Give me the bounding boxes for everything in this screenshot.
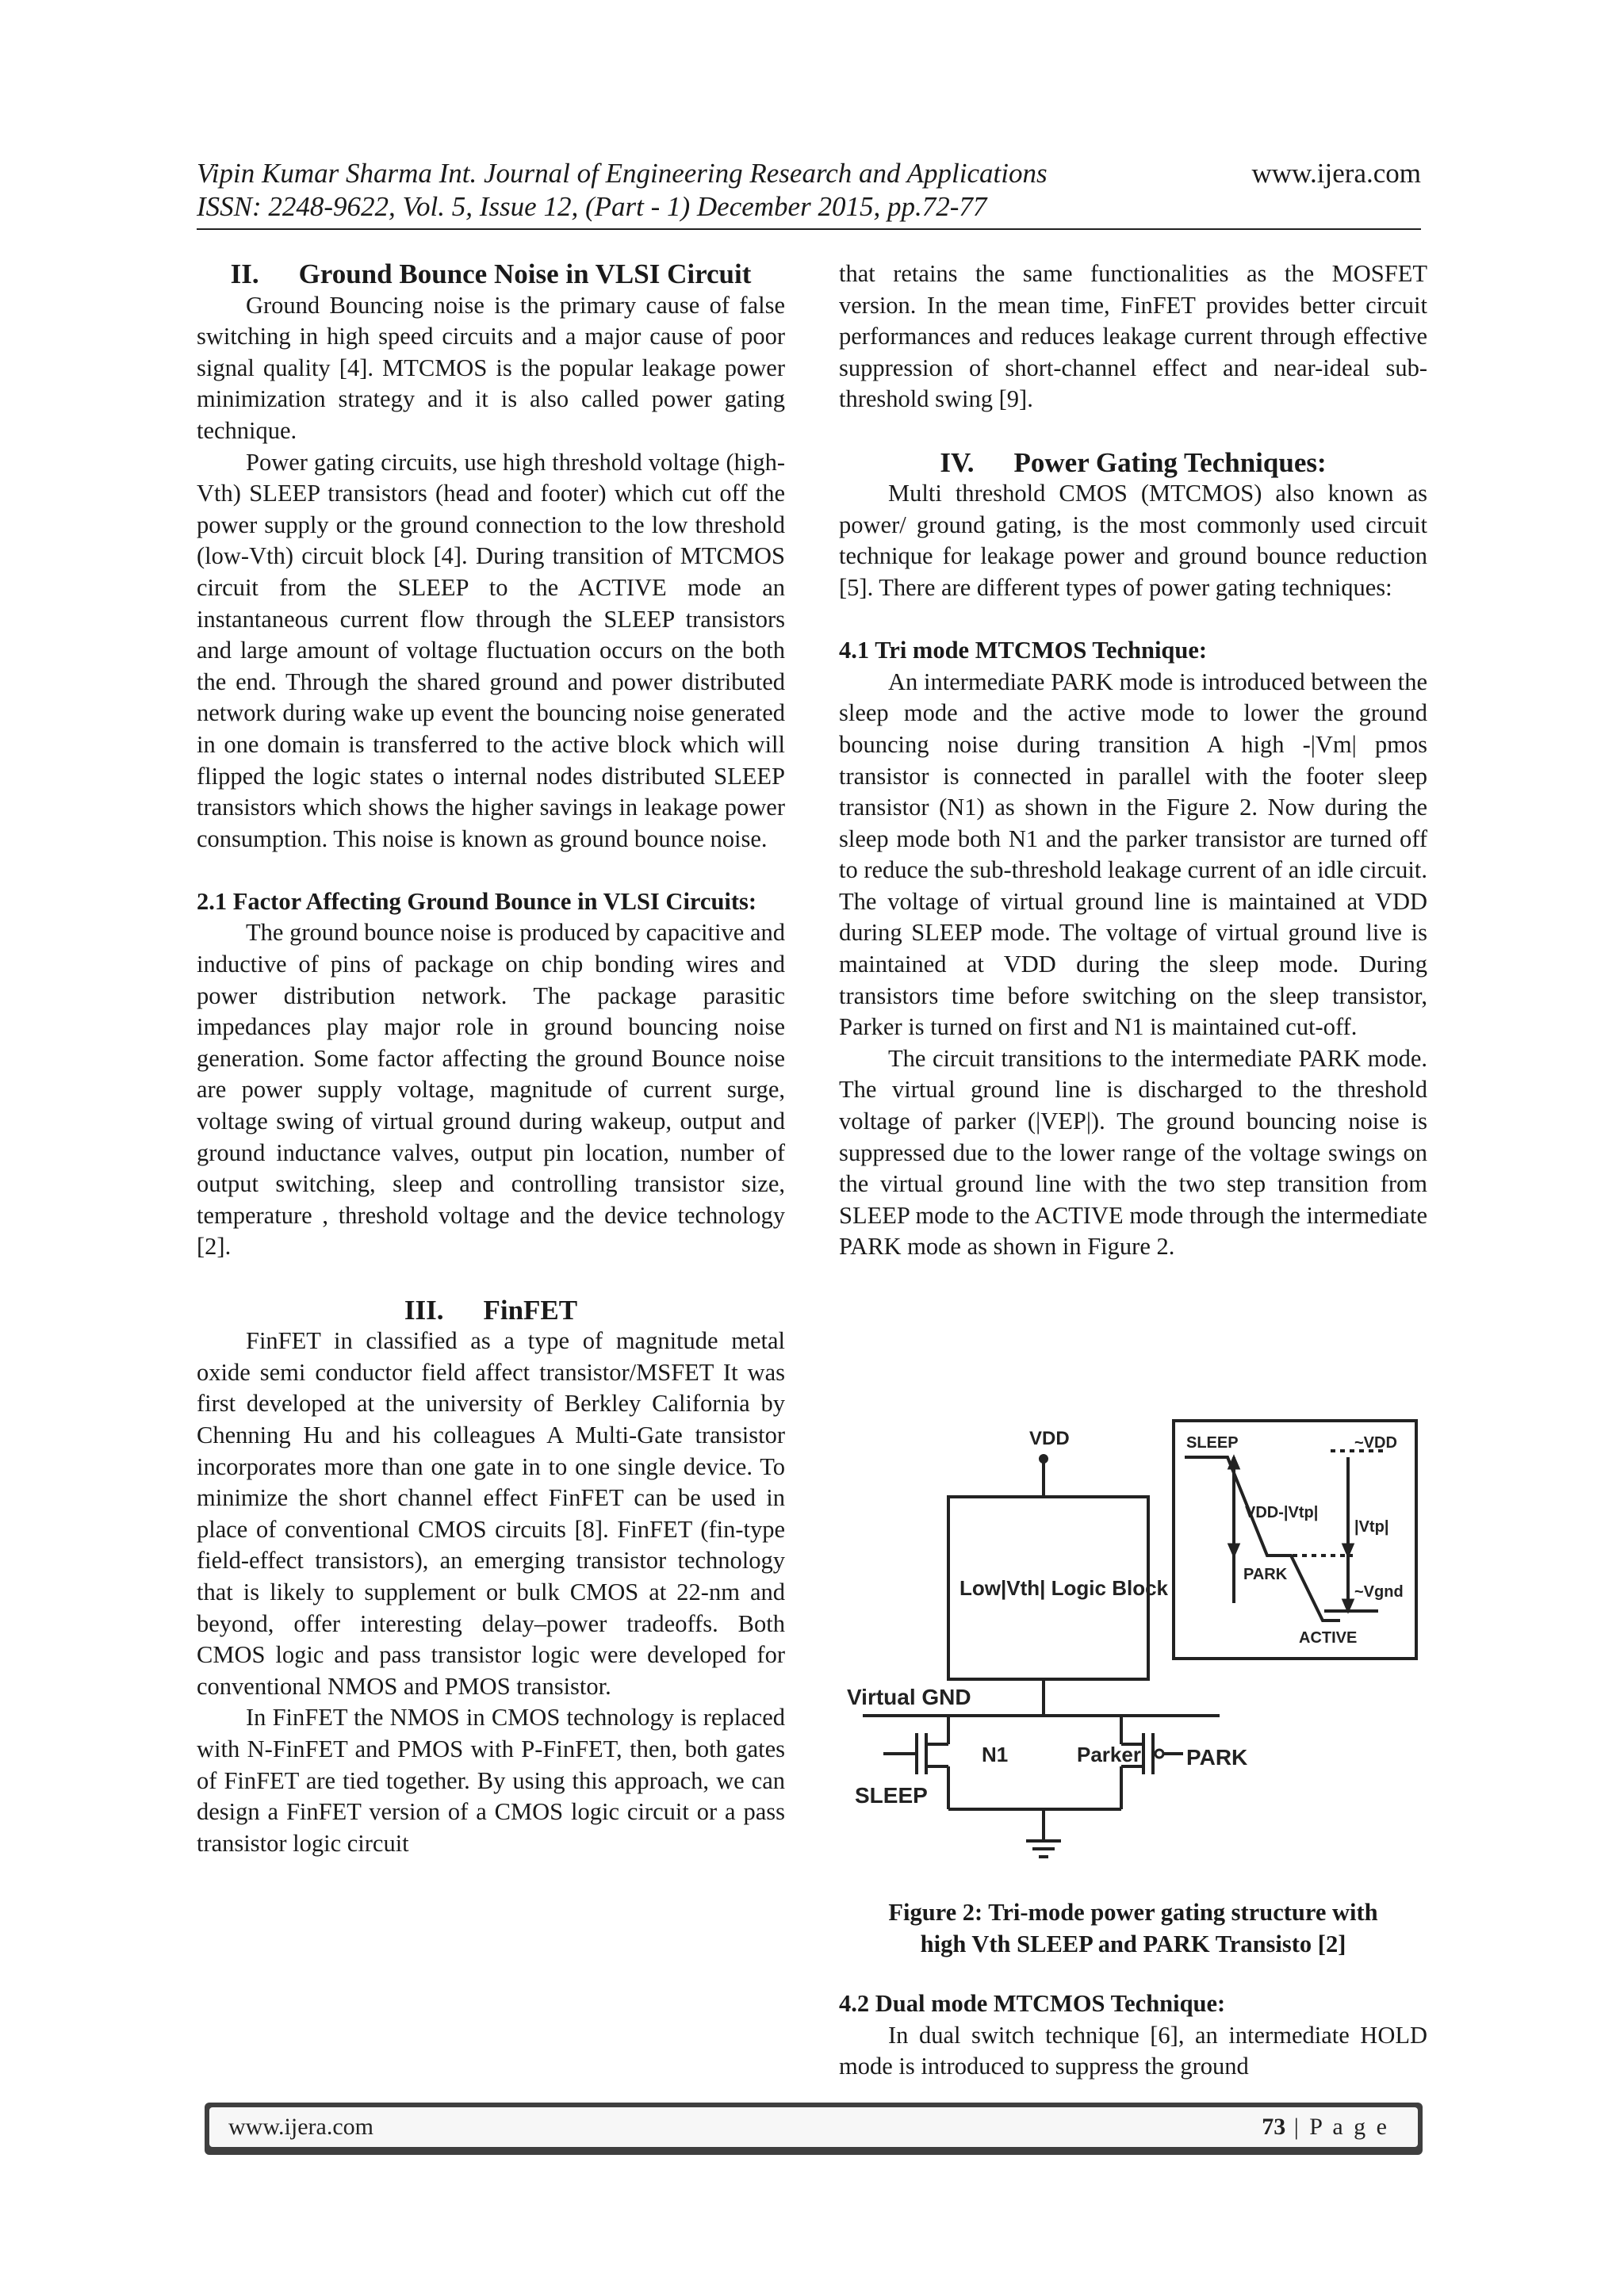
label-logic-block: Low|Vth| Logic Block	[959, 1576, 1168, 1600]
section-heading-4	[839, 447, 1427, 479]
wf-label-active: ACTIVE	[1299, 1629, 1358, 1647]
section-title: Ground Bounce Noise in VLSI Circuit	[298, 258, 752, 289]
page-footer	[205, 2103, 1423, 2155]
paragraph: that retains the same functionalities as the MOSFET version. In the mean time, FinFET provides better circuit performances and reduces leakage current through effective suppression of short-channel effect and near-ideal sub-threshold swing [9].	[839, 260, 1427, 413]
paragraph: An intermediate PARK mode is introduced between the sleep mode and the active mode to lower the ground bouncing noise during transition A high -|Vm| pmos transistor is connected in parallel with the footer sleep transistor (N1) as shown in the Figure 2. Now during the sleep mode both N1 and the parker transistor are turned off to reduce the sub-threshold leakage current of an idle circuit. The voltage of virtual ground line is maintained at VDD during SLEEP mode. The voltage of virtual ground live is maintained at VDD during the sleep mode. During transistors time before switching on the sleep transistor, Parker is turned on first and N1 is maintained cut-off.	[839, 668, 1427, 1041]
wf-label-vdd: ~VDD	[1354, 1434, 1397, 1452]
caption-line: high Vth SLEEP and PARK Transisto [2]	[920, 1931, 1346, 1957]
paragraph: Multi threshold CMOS (MTCMOS) also known as power/ ground gating, is the most commonly used circuit technique for leakage power and ground bounce reduction [5]. There are different types of power gating techniques:	[839, 480, 1427, 601]
left-column	[197, 258, 785, 1859]
paragraph: The circuit transitions to the intermediate PARK mode. The virtual ground line is discharged to the threshold voltage of parker (|VEP|). The ground bouncing noise is suppressed due to the lower range of the voltage swings on the virtual ground line with the two step transition from SLEEP mode to the ACTIVE mode through the intermediate PARK mode as shown in Figure 2.	[839, 1044, 1427, 1261]
section-heading-2	[197, 258, 785, 290]
label-virtual-gnd: Virtual GND	[847, 1685, 971, 1709]
paragraph: In dual switch technique [6], an intermediate HOLD mode is introduced to suppress the ground	[839, 2021, 1427, 2080]
section-number: IV.	[940, 446, 975, 478]
wf-label-vgnd: ~Vgnd	[1354, 1583, 1404, 1601]
right-column-continued	[839, 1988, 1427, 2083]
journal-issn: ISSN: 2248-9622, Vol. 5, Issue 12, (Part - 1) December 2015, pp.72-77	[197, 191, 987, 222]
page-number	[1262, 2114, 1389, 2141]
figure-2-caption	[839, 1896, 1427, 1960]
paragraph: The ground bounce noise is produced by capacitive and inductive of pins of package on chip bonding wires and power distribution network. The package parasitic impedances play major role in ground bouncing noise generation. Some factor affecting the ground Bounce noise are power supply voltage, magnitude of current surge, voltage swing of virtual ground during wakeup, output and ground inductance valves, output pin location, number of output switching, sleep and controlling transistor size, temperature , threshold voltage and the device technology [2].	[197, 919, 785, 1261]
section-title: Power Gating Techniques:	[1013, 446, 1327, 478]
wf-label-vdd-vtp: VDD-|Vtp|	[1245, 1504, 1319, 1521]
header-url[interactable]: www.ijera.com	[1251, 158, 1421, 189]
footer-bar	[209, 2107, 1418, 2147]
page-num-value: 73	[1262, 2114, 1286, 2140]
section-number: II.	[230, 258, 259, 289]
label-vdd: VDD	[1029, 1428, 1070, 1449]
section-number: III.	[404, 1294, 444, 1326]
paragraph: Ground Bouncing noise is the primary cause of false switching in high speed circuits and a major cause of poor signal quality [4]. MTCMOS is the popular leakage power minimization strategy and it is also called power gating technique.	[197, 291, 785, 444]
subsection-heading-4-1: 4.1 Tri mode MTCMOS Technique:	[839, 637, 1208, 664]
label-parker: Parker	[1077, 1743, 1141, 1766]
label-n1: N1	[982, 1743, 1009, 1766]
section-title: FinFET	[483, 1294, 578, 1326]
wf-label-vtp: |Vtp|	[1354, 1518, 1389, 1536]
circuit-diagram	[839, 1413, 1427, 1896]
caption-line: Figure 2: Tri-mode power gating structure with	[888, 1899, 1378, 1926]
page-header	[197, 152, 1421, 230]
journal-title: Vipin Kumar Sharma Int. Journal of Engineering Research and Applications	[197, 158, 1048, 189]
section-heading-3	[197, 1295, 785, 1326]
paragraph: FinFET in classified as a type of magnitude metal oxide semi conductor field affect transistor/MSFET It was first developed at the university of Berkley California by Chenning Hu and his colleagues A Multi-Gate transistor incorporates more than one gate in to one single device. To minimize the short channel effect FinFET can be used in place of conventional CMOS circuits [8]. FinFET (fin-type field-effect transistors), an emerging transistor technology that is likely to supplement or bulk CMOS at 22-nm and beyond, offer interesting delay–power tradeoffs. Both CMOS logic and pass transistor logic were developed for conventional NMOS and PMOS transistor.	[197, 1327, 785, 1700]
footer-url[interactable]: www.ijera.com	[228, 2114, 373, 2140]
figure-2-circuit	[839, 1413, 1427, 1896]
right-column	[839, 258, 1427, 1263]
label-park: PARK	[1186, 1745, 1248, 1770]
subsection-heading-2-1: 2.1 Factor Affecting Ground Bounce in VLSI Circuits:	[197, 887, 757, 915]
paragraph: In FinFET the NMOS in CMOS technology is replaced with N-FinFET and PMOS with P-FinFET, then, both gates of FinFET are tied together. By using this approach, we can design a FinFET version of a CMOS logic circuit or a pass transistor logic circuit	[197, 1704, 785, 1857]
wf-label-park: PARK	[1243, 1566, 1288, 1583]
wf-label-sleep: SLEEP	[1186, 1434, 1239, 1452]
paragraph: Power gating circuits, use high threshold voltage (high-Vth) SLEEP transistors (head and footer) which cut off the power supply or the ground connection to the low threshold (low-Vth) circuit block [4]. During transition of MTCMOS circuit from the SLEEP to the ACTIVE mode an instantaneous current flow through the SLEEP transistors and large amount of voltage fluctuation occurs on the both the end. Through the shared ground and power distributed network during wake up event the bouncing noise generated in one domain is transferred to the active block which will flipped the logic states o internal nodes distributed SLEEP transistors which shows the higher savings in leakage power consumption. This noise is known as ground bounce noise.	[197, 448, 785, 852]
label-sleep: SLEEP	[855, 1783, 928, 1808]
subsection-heading-4-2: 4.2 Dual mode MTCMOS Technique:	[839, 1990, 1226, 2017]
page-label: | P a g e	[1293, 2114, 1389, 2140]
